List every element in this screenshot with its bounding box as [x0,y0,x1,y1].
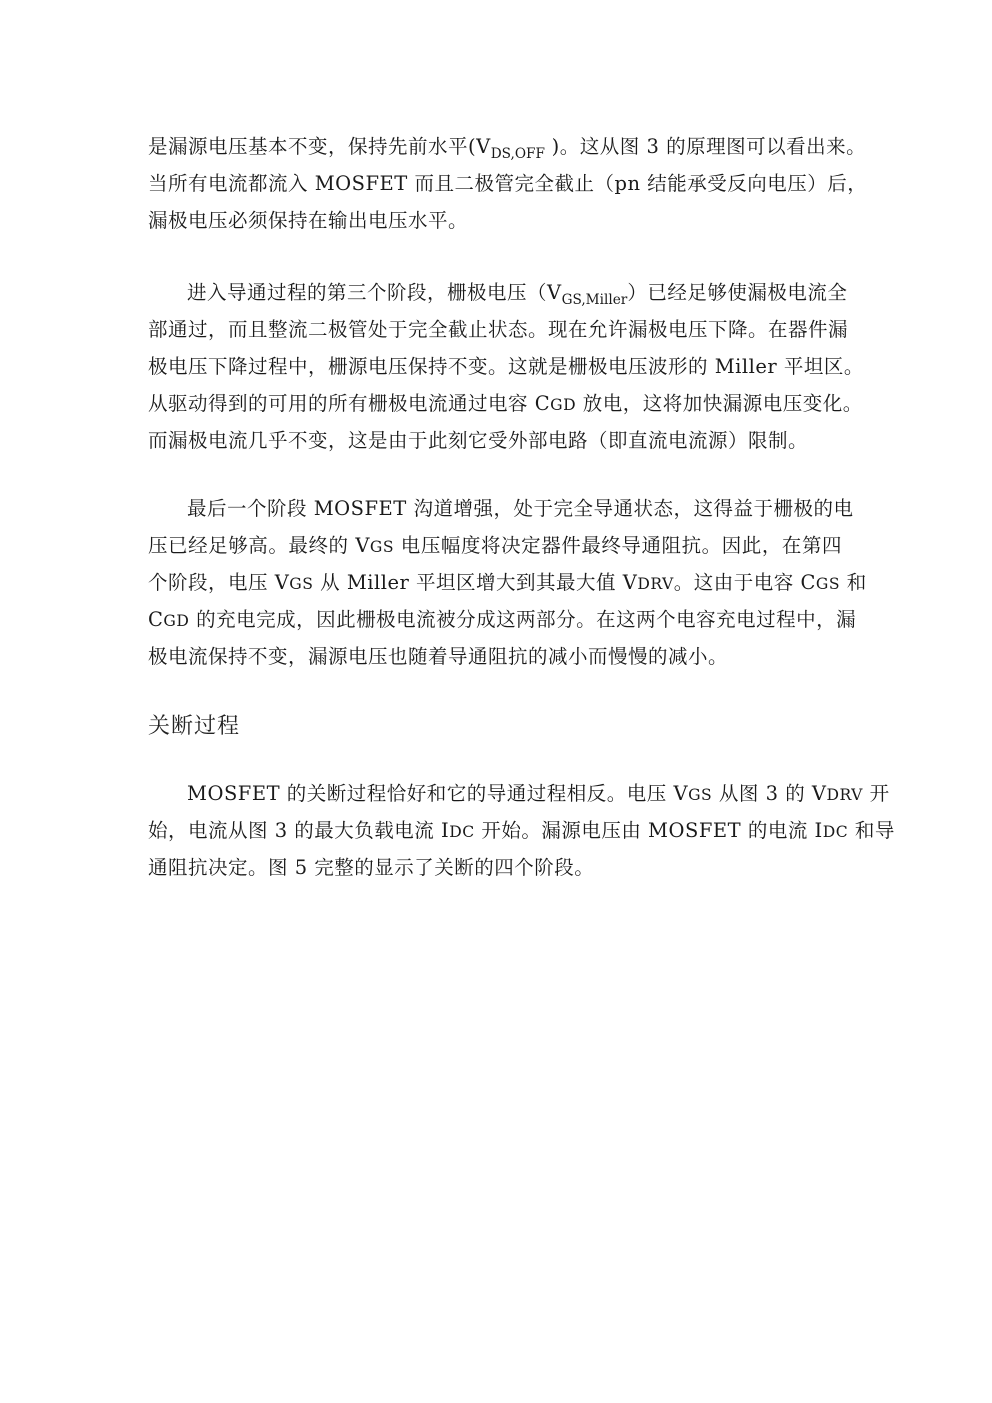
text-line: 通阻抗决定。图 5 完整的显示了关断的四个阶段。 [148,856,595,879]
symbol-suffix: DRV [637,575,674,593]
section-heading: 关断过程 [148,714,241,739]
text-line: 部通过，而且整流二极管处于完全截止状态。现在允许漏极电压下降。在器件漏 [148,318,849,341]
text-line: 极电流保持不变，漏源电压也随着导通阻抗的减小而慢慢的减小。 [148,645,729,668]
text-line: 当所有电流都流入 MOSFET 而且二极管完全截止（pn 结能承受反向电压）后， [148,172,868,195]
symbol-suffix: DC [449,823,475,841]
text-line: 极电压下降过程中，栅源电压保持不变。这就是栅极电压波形的 Miller 平坦区。 [148,355,864,378]
symbol-suffix: GS [289,575,314,593]
subscript: GS,Miller [561,291,628,308]
symbol-suffix: DC [822,823,849,841]
text-line: 个阶段，电压 VGS 从 Miller 平坦区增大到其最大值 VDRV。这由于电容 CGS 和 [148,571,867,594]
symbol-suffix: GS [815,575,841,593]
text-line: 而漏极电流几乎不变，这是由于此刻它受外部电路（即直流电流源）限制。 [148,429,809,452]
text-line: 是漏源电压基本不变，保持先前水平($V_{DS,OFF}$ )。这从图 3 的原理图可以看出来。 [148,135,867,162]
subscript: DS,OFF [490,145,545,162]
text-line: MOSFET 的关断过程恰好和它的导通过程相反。电压 VGS 从图 3 的 VDRV 开 [187,782,890,805]
text-line: 从驱动得到的可用的所有栅极电流通过电容 CGD 放电，这将加快漏源电压变化。 [148,392,863,415]
paragraph-4 [148,775,895,886]
text-line: 压已经足够高。最终的 VGS 电压幅度将决定器件最终导通阻抗。因此，在第四 [148,534,842,557]
text-line: 始，电流从图 3 的最大负载电流 IDC 开始。漏源电压由 MOSFET 的电流 IDC 和导 [148,819,895,842]
text-line: CGD 的充电完成，因此栅极电流被分成这两部分。在这两个电容充电过程中，漏 [148,608,857,631]
paragraph-3 [148,490,867,675]
symbol-suffix: GD [550,396,577,414]
text-line: 最后一个阶段 MOSFET 沟道增强，处于完全导通状态，这得益于栅极的电 [187,497,854,520]
paragraph-2 [148,274,864,459]
symbol-suffix: GD [163,612,190,630]
symbol-suffix: DRV [826,786,863,804]
paragraph-1 [148,128,868,239]
symbol-suffix: GS [369,538,395,556]
text-line: 漏极电压必须保持在输出电压水平。 [148,209,469,232]
symbol-suffix: GS [688,786,713,804]
text-line: 进入导通过程的第三个阶段，栅极电压$(V_{GS,Miller})$已经足够使漏极电流全 [187,281,848,308]
